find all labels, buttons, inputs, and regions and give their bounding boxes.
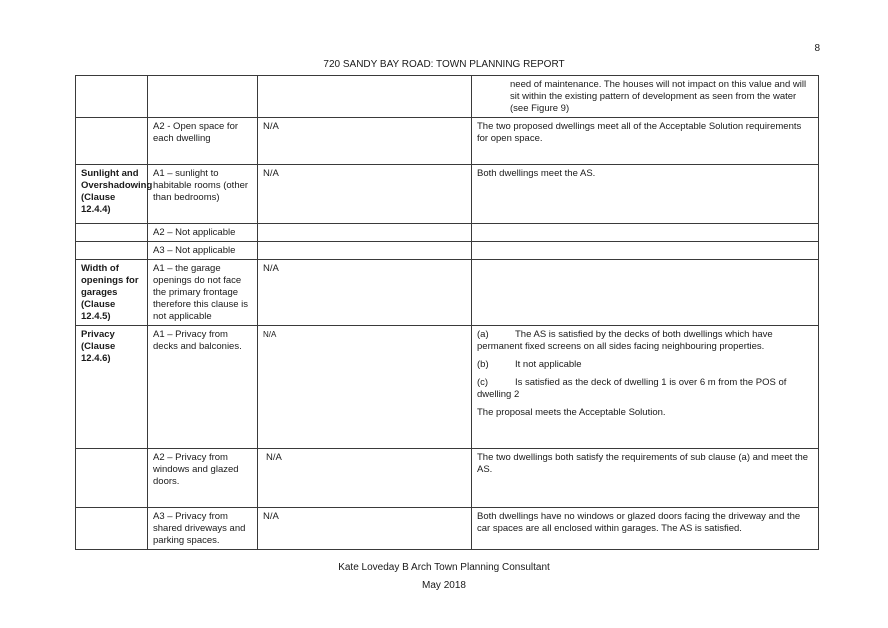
table-row bbox=[76, 165, 819, 224]
criterion-cell bbox=[76, 508, 148, 550]
comment-cell: Both dwellings meet the AS. bbox=[472, 165, 819, 224]
standard-cell: A1 – sunlight to habitable rooms (other than bedrooms) bbox=[148, 165, 258, 224]
standard-cell: A1 – Privacy from decks and balconies. bbox=[148, 326, 258, 449]
performance-cell bbox=[258, 76, 472, 118]
table-row bbox=[76, 242, 819, 260]
table-row bbox=[76, 118, 819, 165]
performance-cell: N/A bbox=[258, 326, 472, 449]
comment-cell bbox=[472, 224, 819, 242]
table-row bbox=[76, 326, 819, 449]
standard-cell: A2 – Privacy from windows and glazed doors. bbox=[148, 449, 258, 508]
table-row bbox=[76, 260, 819, 326]
clause-c: (c) Is satisfied as the deck of dwelling 1 is over 6 m from the POS of dwelling 2 bbox=[477, 377, 787, 400]
table-row bbox=[76, 449, 819, 508]
footer-author: Kate Loveday B Arch Town Planning Consultant bbox=[338, 562, 550, 573]
table-row bbox=[76, 224, 819, 242]
clause-b: (b) It not applicable bbox=[477, 359, 582, 370]
criterion-cell: Sunlight and Overshadowing (Clause 12.4.4) bbox=[76, 165, 148, 224]
performance-cell: N/A bbox=[258, 449, 472, 508]
criterion-cell bbox=[76, 449, 148, 508]
performance-cell: N/A bbox=[258, 508, 472, 550]
table-row bbox=[76, 76, 819, 118]
performance-cell: N/A bbox=[258, 260, 472, 326]
criterion-cell bbox=[76, 224, 148, 242]
standard-cell: A3 – Privacy from shared driveways and parking spaces. bbox=[148, 508, 258, 550]
standard-cell: A2 – Not applicable bbox=[148, 224, 258, 242]
standard-cell: A2 - Open space for each dwelling bbox=[148, 118, 258, 165]
comment-cell: Both dwellings have no windows or glazed doors facing the driveway and the car spaces are all enclosed within garages. The AS is satisfied. bbox=[472, 508, 819, 550]
planning-assessment-table bbox=[75, 75, 819, 550]
privacy-summary: The proposal meets the Acceptable Solution. bbox=[477, 407, 666, 418]
performance-cell: N/A bbox=[258, 165, 472, 224]
standard-cell: A1 – the garage openings do not face the primary frontage therefore this clause is not applicable bbox=[148, 260, 258, 326]
criterion-cell bbox=[76, 242, 148, 260]
performance-cell bbox=[258, 224, 472, 242]
performance-cell bbox=[258, 242, 472, 260]
clause-a: (a) The AS is satisfied by the decks of both dwellings which have permanent fixed screens on all sides facing neighbouring properties. bbox=[477, 329, 773, 352]
comment-cell bbox=[472, 260, 819, 326]
footer-date: May 2018 bbox=[422, 580, 466, 591]
table-row bbox=[76, 508, 819, 550]
criterion-cell bbox=[76, 118, 148, 165]
comment-cell bbox=[472, 326, 819, 449]
criterion-cell: Privacy (Clause 12.4.6) bbox=[76, 326, 148, 449]
criterion-cell bbox=[76, 76, 148, 118]
comment-cell: The two dwellings both satisfy the requirements of sub clause (a) and meet the AS. bbox=[472, 449, 819, 508]
performance-cell: N/A bbox=[258, 118, 472, 165]
comment-cell: The two proposed dwellings meet all of the Acceptable Solution requirements for open space. bbox=[472, 118, 819, 165]
page-number: 8 bbox=[814, 43, 820, 54]
comment-cell bbox=[472, 242, 819, 260]
report-title: 720 SANDY BAY ROAD: TOWN PLANNING REPORT bbox=[323, 59, 565, 70]
criterion-cell: Width of openings for garages (Clause 12.4.5) bbox=[76, 260, 148, 326]
standard-cell bbox=[148, 76, 258, 118]
comment-cell: need of maintenance. The houses will not impact on this value and will sit within the existing pattern of development as seen from the water (see Figure 9) bbox=[472, 76, 819, 118]
standard-cell: A3 – Not applicable bbox=[148, 242, 258, 260]
